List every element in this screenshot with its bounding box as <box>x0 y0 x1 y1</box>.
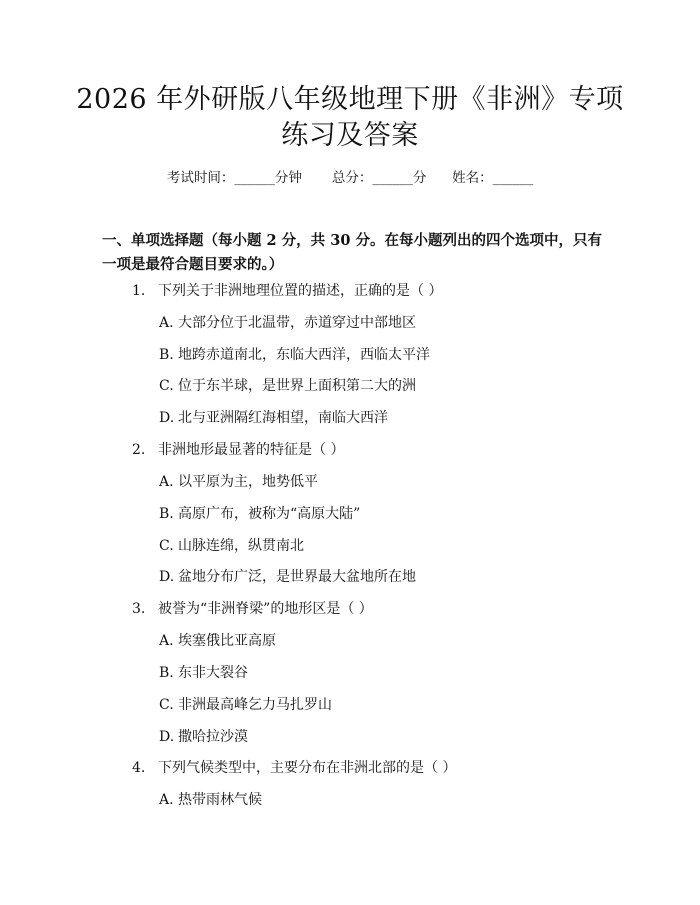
score-unit: 分 <box>412 170 427 186</box>
option-letter: A. <box>159 474 174 490</box>
question-text: 下列关于非洲地理位置的描述，正确的是（ ） <box>158 283 443 299</box>
option-letter: A. <box>159 792 174 808</box>
option-text: 位于东半球，是世界上面积第二大的洲 <box>178 378 416 394</box>
option-letter: D. <box>159 569 175 585</box>
option-text: 以平原为主，地势低平 <box>178 474 318 490</box>
option-2c <box>159 536 304 556</box>
question-text: 下列气候类型中，主要分布在非洲北部的是（ ） <box>158 760 457 776</box>
option-4a <box>159 790 262 810</box>
time-unit: 分钟 <box>274 170 302 186</box>
score-blank: ______ <box>372 170 413 186</box>
option-1c <box>159 376 416 396</box>
question-text: 非洲地形最显著的特征是（ ） <box>158 442 345 458</box>
option-letter: C. <box>159 697 174 713</box>
exam-info-line <box>0 168 700 188</box>
question-1 <box>132 281 442 301</box>
option-text: 山脉连绵，纵贯南北 <box>178 538 304 554</box>
option-text: 北与亚洲隔红海相望，南临大西洋 <box>178 410 388 426</box>
question-text: 被誉为“非洲脊梁”的地形区是（ ） <box>158 601 373 617</box>
option-2b <box>159 504 360 524</box>
option-text: 埃塞俄比亚高原 <box>178 633 276 649</box>
question-number: 4. <box>132 760 146 776</box>
option-text: 高原广布，被称为“高原大陆” <box>178 506 361 522</box>
document-title-line-2: 练习及答案 <box>281 120 419 151</box>
question-number: 1. <box>132 283 146 299</box>
option-text: 大部分位于北温带，赤道穿过中部地区 <box>178 315 416 331</box>
option-3b <box>159 663 248 683</box>
question-number: 2. <box>132 442 146 458</box>
option-text: 非洲最高峰乞力马扎罗山 <box>178 697 332 713</box>
option-letter: B. <box>159 506 174 522</box>
option-text: 热带雨林气候 <box>178 792 262 808</box>
option-2a <box>159 472 318 492</box>
document-title-line-1: 2026 年外研版八年级地理下册《非洲》专项 <box>76 84 624 115</box>
option-text: 地跨赤道南北，东临大西洋，西临太平洋 <box>178 347 430 363</box>
option-letter: D. <box>159 410 175 426</box>
name-blank: ______ <box>492 170 534 186</box>
option-3a <box>159 631 276 651</box>
option-letter: B. <box>159 665 174 681</box>
option-letter: A. <box>159 315 174 331</box>
question-4 <box>132 758 456 778</box>
option-text: 撒哈拉沙漠 <box>178 729 248 745</box>
option-1d <box>159 408 388 428</box>
option-letter: C. <box>159 538 174 554</box>
question-3 <box>132 599 373 619</box>
section-heading: 一、单项选择题（每小题 2 分，共 30 分。在每小题列出的四个选项中，只有一项是最符合题目要求的。） <box>102 232 602 273</box>
time-blank: ______ <box>234 170 275 186</box>
option-1a <box>159 313 416 333</box>
name-label: 姓名： <box>452 170 493 186</box>
option-letter: B. <box>159 347 174 363</box>
option-1b <box>159 345 430 365</box>
option-2d <box>159 567 416 587</box>
option-letter: C. <box>159 378 174 394</box>
option-text: 东非大裂谷 <box>178 665 248 681</box>
option-letter: A. <box>159 633 174 649</box>
time-label: 考试时间： <box>166 170 235 186</box>
option-3c <box>159 695 332 715</box>
option-letter: D. <box>159 729 175 745</box>
option-3d <box>159 727 248 747</box>
option-text: 盆地分布广泛，是世界最大盆地所在地 <box>178 569 416 585</box>
question-2 <box>132 440 344 460</box>
score-label: 总分： <box>331 170 373 186</box>
question-number: 3. <box>132 601 146 617</box>
